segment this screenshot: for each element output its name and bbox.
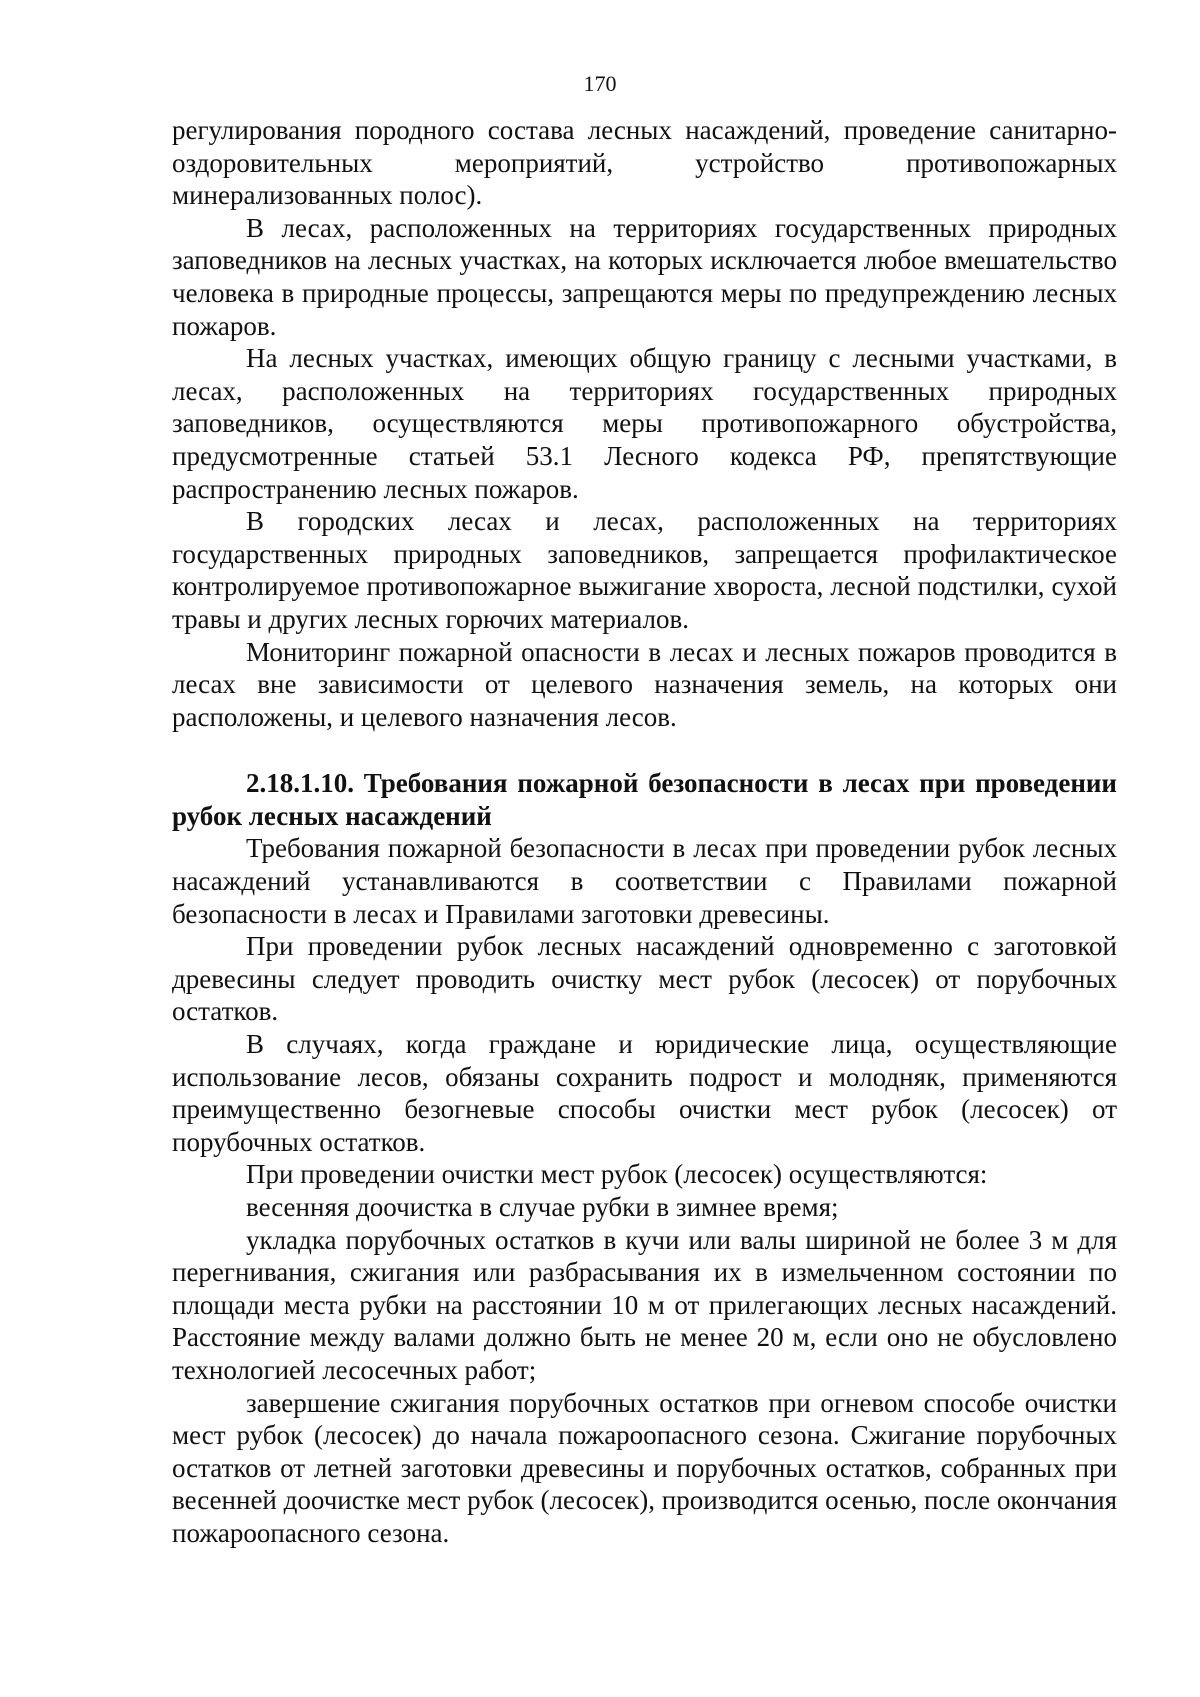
paragraph: В лесах, расположенных на территориях государственных природных заповедников на лесных участках, на которых исключается любое вмешательство человека в природные процессы, запрещаются меры по предупреждению лесных пожаров. (172, 212, 1117, 341)
list-item: укладка порубочных остатков в кучи или валы шириной не более 3 м для перегнивания, сжигания или разбрасывания их в измельченном состоянии по площади места рубки на расстоянии 10 м от прилегающих лесных насаждений. Расстояние между валами должно быть не менее 20 м, если оно не обусловлено технологией лесосечных работ; (172, 1224, 1117, 1385)
paragraph: В городских лесах и лесах, расположенных на территориях государственных природных заповедников, запрещается профилактическое контролируемое противопожарное выжигание хвороста, лесной подстилки, сухой травы и других лесных горючих материалов. (172, 506, 1117, 634)
list-item: весенняя доочистка в случае рубки в зимнее время; (246, 1192, 839, 1222)
paragraph: На лесных участках, имеющих общую границу с лесными участками, в лесах, расположенных на территориях государственных природных заповедников, осуществляются меры противопожарного обустройства, предусмотренные статьей 53.1 Лесного кодекса РФ, препятствующие распространению лесных пожаров. (172, 343, 1117, 504)
list-item: завершение сжигания порубочных остатков при огневом способе очистки мест рубок (лесосек) до начала пожароопасного сезона. Сжигание порубочных остатков от летней заготовки древесины и порубочных остатков, собранных при весенней доочистке мест рубок (лесосек), производится осенью, после окончания пожароопасного сезона. (172, 1387, 1117, 1548)
paragraph: Требования пожарной безопасности в лесах при проведении рубок лесных насаждений устанавливаются в соответствии с Правилами пожарной безопасности в лесах и Правилами заготовки древесины. (172, 833, 1117, 929)
paragraph: При проведении очистки мест рубок (лесосек) осуществляются: (246, 1159, 988, 1190)
section-heading: 2.18.1.10. Требования пожарной безопасности в лесах при проведении рубок лесных насаждений (172, 768, 1117, 831)
paragraph: Мониторинг пожарной опасности в лесах и лесных пожаров проводится в лесах вне зависимости от целевого назначения земель, на которых они расположены, и целевого назначения лесов. (172, 636, 1117, 732)
page-number: 170 (583, 71, 617, 96)
paragraph: При проведении рубок лесных насаждений одновременно с заготовкой древесины следует проводить очистку мест рубок (лесосек) от порубочных остатков. (172, 931, 1117, 1027)
paragraph: регулирования породного состава лесных насаждений, проведение санитарно-оздоровительных мероприятий, устройство противопожарных минерализованных полос). (172, 115, 1117, 211)
document-body (172, 114, 1117, 1550)
paragraph: В случаях, когда граждане и юридические лица, осуществляющие использование лесов, обязаны сохранить подрост и молодняк, применяются преимущественно безогневые способы очистки мест рубок (лесосек) от порубочных остатков. (172, 1029, 1117, 1157)
